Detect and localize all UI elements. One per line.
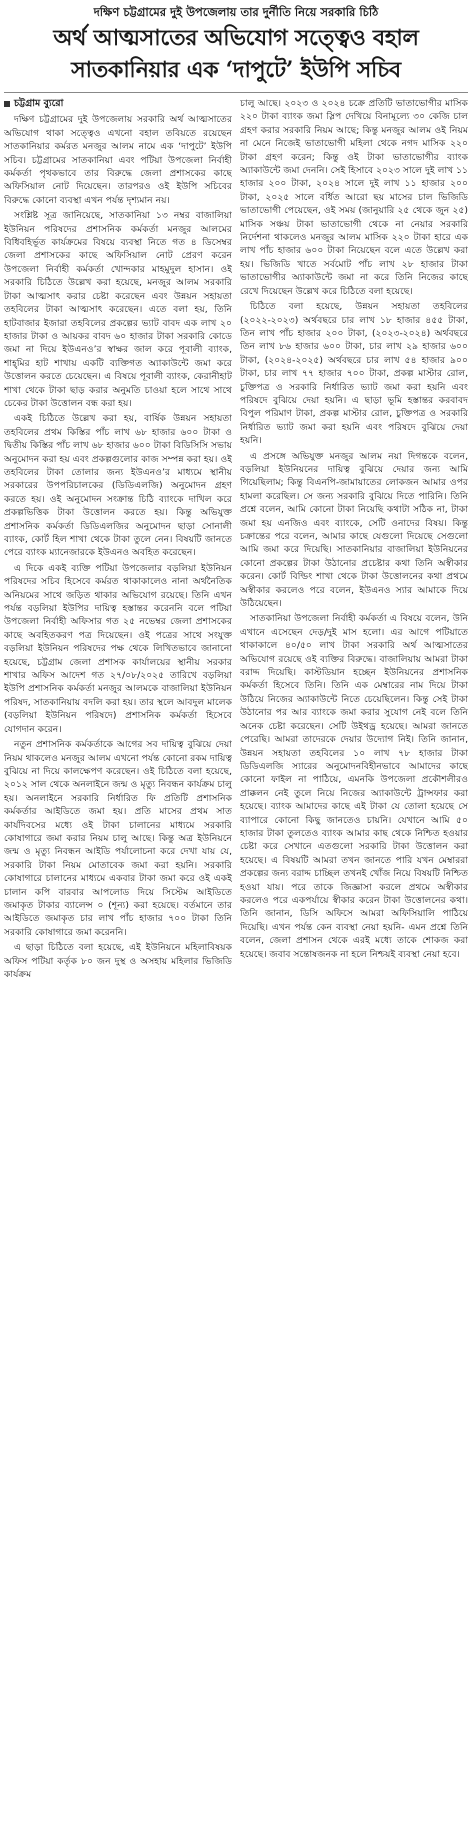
headline	[4, 22, 468, 86]
left-column	[4, 97, 232, 983]
byline	[4, 97, 232, 110]
divider	[4, 92, 468, 93]
right-column	[240, 97, 468, 983]
paragraph: চিঠিতে বলা হয়েছে, উন্নয়ন সহায়তা তহবিলের (২০২২-২০২৩) অর্থবছরে চার লাখ ১৮ হাজার ৪৫৫ টাকা, তিন লাখ পাঁচ হাজার ২০০ টাকা, (২০২৩-২০২৪) অর্থবছরে তিন লাখ ৮৬ হাজার ৬০০ টাকা, চার লাখ ২৯ হাজার ৬০০ টাকা, (২০২৪-২০২৫) অর্থবছরে চার লাখ ৫৪ হাজার ৯০০ টাকা, চার লাখ ৭৭ হাজার ৭০০ টাকা, প্রকল্প মাস্টার রোল, চুক্তিপত্র ও সরকারি নির্ধারিত ভ্যাট জমা করা হয়নি এবং পরিষদে বুঝিয়ে দেয়া হয়নি। এ ছাড়া ভূমি হস্তান্তর করবাবদ বিপুল পরিমাণ টাকা, প্রকল্প মাস্টার রোল, চুক্তিপত্র ও সরকারি নির্ধারিত ভ্যাট জমা করা হয়নি এবং পরিষদে বুঝিয়ে দেয়া হয়নি।	[240, 301, 468, 447]
paragraph: এ প্রসঙ্গে অভিযুক্ত মনজুর আলম নয়া দিগন্তকে বলেন, বড়লিয়া ইউনিয়নের দায়িত্ব বুঝিয়ে দেয়ার জন্য আমি গিয়েছিলাম; কিন্তু বিএনপি-জামায়াতের লোকজন আমার ওপর হামলা করেছিল। সে জন্য সরকারি বুঝিয়ে দিতে পারিনি। তিনি প্রশ্নে বলেন, আমি কোনো টাকা নিয়েছি কথাটা সঠিক না, টাকা জমা হয় এনজিও এবং ব্যাংকে, সেটি ওনাদের বিষয়। কিন্তু চক্রান্তের পরে বলেন, আমার কাছে যেগুলো দিয়েছে সেগুলো আমি জমা করে দিয়েছি। সাতকানিয়ার বাজালিয়া ইউনিয়নের কোনো প্রকল্পের টাকা উঠানোর প্রচেষ্টার কথা তিনি অস্বীকার করেন। কোর্ট বিল্ডিং শাখা থেকে টাকা উত্তোলনের কথা প্রথমে অস্বীকার করলেও পরে বলেন, ইউএনও স্যার আমাকে দিয়ে উঠিয়েছেন।	[240, 450, 468, 610]
article-body	[4, 97, 468, 983]
paragraph: চালু আছে। ২০২৩ ও ২০২৪ চক্রে প্রতিটি ভাতাভোগীর মাসিক ২২০ টাকা ব্যাংক জমা স্লিপ দেখিয়ে বিনামূল্যে ৩০ কেজি চাল গ্রহণ করার সরকারি নিয়ম আছে; কিন্তু মনজুর আলম ওই নিয়ম না মেনে নিজেই ভাতাভোগী মহিলা থেকে নগদ মাসিক ২২০ টাকা গ্রহণ করেন; কিন্তু ওই টাকা ভাতাভোগীর ব্যাংক অ্যাকাউন্টে জমা দেননি। সেই হিসাবে ২০২৩ সালে দুই লাখ ১১ হাজার ২০০ টাকা, ২০২৪ সালে দুই লাখ ১১ হাজার ২০০ টাকা, ২০২৫ সালে বর্ধিত আরো ছয় মাসের চাল ভিজিডি ভাতাভোগী পেয়েছেন, ওই সময় (জানুয়ারি ২৫ থেকে জুন ২৫) মাসিক সঞ্চয় টাকা ভাতাভোগী থেকে না নেয়ার সরকারি নির্দেশনা থাকলেও মনজুর আলম মাসিক ২২০ টাকা হারে এক লাখ পাঁচ হাজার ৬০০ টাকা নিয়েছেন বলে এতে উল্লেখ করা হয়। ভিজিডি খাতে সর্বমোট পাঁচ লাখ ২৮ হাজার টাকা ভাতাভোগীর অ্যাকাউন্টে জমা না করে তিনি নিজের কাছে রেখে দিয়েছেন উল্লেখ করে চিঠিতে বলা হয়েছে।	[240, 98, 468, 297]
paragraph: দক্ষিণ চট্টগ্রামের দুই উপজেলায় সরকারি অর্থ আত্মসাতের অভিযোগ থাকা সত্ত্বেও এখনো বহাল তবিয়তে রয়েছেন সাতকানিয়ার কর্মরত মনজুর আলম নামে এক ‘দাপুটে’ ইউপি সচিব। চট্টগ্রামের সাতকানিয়া এবং পটিয়া উপজেলা নির্বাহী কর্মকর্তা পৃথকভাবে তার বিরুদ্ধে জেলা প্রশাসকের কাছে অফিসিয়াল নোট দিয়েছেন। তারপরও ওই ইউপি সচিবের বিরুদ্ধে কোনো ব্যবস্থা এখন পর্যন্ত দৃশ্যমান নয়।	[4, 114, 232, 206]
kicker: দক্ষিণ চট্টগ্রামের দুই উপজেলায় তার দুর্নীতি নিয়ে সরকারি চিঠি	[93, 5, 379, 19]
bullet-icon	[4, 101, 10, 107]
paragraph: একই চিঠিতে উল্লেখ করা হয়, বার্ষিক উন্নয়ন সহায়তা তহবিলের প্রথম কিস্তির পাঁচ লাখ ৬৮ হাজার ৬০০ টাকা ও দ্বিতীয় কিস্তির পাঁচ লাখ ৬৮ হাজার ৬০০ টাকা বিডিসিসি সভায় অনুমোদন করা হয় এবং প্রকল্পগুলোর কাজ সম্পন্ন করা হয়। ওই তহবিলের টাকা তোলার জন্য ইউএনও’র মাধ্যমে স্থানীয় সরকারের উপপরিচালকের (ডিডিএলজি) অনুমোদন গ্রহণ করতে হয়। ওই অনুমোদন সংক্রান্ত চিঠি ব্যাংকে দাখিল করে প্রকল্পভিত্তিক টাকা উত্তোলন করতে হয়। কিন্তু অভিযুক্ত প্রশাসনিক কর্মকর্তা ডিডিএলজির অনুমোদন ছাড়া সোনালী ব্যাংক, কোর্ট হিল শাখা থেকে টাকা তুলে নেন। বিষয়টি জানতে পেরে ব্যাংক ম্যানেজারকে ইউএনও অবহিত করেছেন।	[4, 413, 232, 559]
paragraph: এ ছাড়া চিঠিতে বলা হয়েছে, এই ইউনিয়নে মহিলাবিষয়ক অফিস পটিয়া কর্তৃক ৮০ জন দুস্থ ও অসহায় মহিলার ভিজিডি কার্যক্রম	[4, 942, 232, 980]
headline-line-1: অর্থ আত্মসাতের অভিযোগ সত্ত্বেও বহাল	[53, 25, 419, 51]
paragraph: সংশ্লিষ্ট সূত্র জানিয়েছে, সাতকানিয়া ১৩ নম্বর বাজালিয়া ইউনিয়ন পরিষদের প্রশাসনিক কর্মকর্তা মনজুর আলমের বিধিবহির্ভূত কার্যক্রমের বিষয়ে ব্যবস্থা নিতে গত ৪ ডিসেম্বর জেলা প্রশাসকের কাছে অফিসিয়াল নোট প্রেরণ করেন উপজেলা নির্বাহী কর্মকর্তা খোন্দকার মাহমুদুল হাসান। ওই সরকারি চিঠিতে উল্লেখ করা হয়েছে, মনজুর আলম সরকারি টাকা আত্মসাৎ করার চেষ্টা করেছেন এবং উন্নয়ন সহায়তা তহবিলের টাকা আত্মসাৎ করেছেন। এতে বলা হয়, তিনি হাটবাজার ইজারা তহবিলের প্রকল্পের ভ্যাট বাবদ এক লাখ ২০ হাজার টাকা ও আয়কর বাবদ ৬০ হাজার টাকা সরকারি কোডে জমা না দিয়ে ইউএনও’র স্বাক্ষর জাল করে পূবালী ব্যাংক, শাহ্‌মির হাট শাখায় একটি ব্যক্তিগত অ্যাকাউন্টে জমা করে উত্তোলন করতে চেয়েছেন। এ বিষয়ে পূবালী ব্যাংক, কেরানীহাট শাখা থেকে টাকা ছাড় করার অনুমতি চাওয়া হলে সাথে সাথে চেকের টাকা উত্তোলন বন্ধ করা হয়।	[4, 210, 232, 409]
byline-text: চট্টগ্রাম ব্যুরো	[14, 98, 64, 109]
news-clipping	[4, 0, 468, 983]
paragraph: সাতকানিয়া উপজেলা নির্বাহী কর্মকর্তা এ বিষয়ে বলেন, উনি এখানে এসেছেন দেড়/দুই মাস হলো। এর আগে পটিয়াতে থাকাকালে ৪০/৫০ লাখ টাকা সরকারি অর্থ আত্মসাতের অভিযোগ রয়েছে ওই ব্যক্তির বিরুদ্ধে। বাজালিয়ায় আমরা টাকা বরাদ্দ দিয়েছি। কাস্টডিয়ান হচ্ছেন ইউনিয়নের প্রশাসনিক কর্মকর্তা হিসেবে তিনি। তিনি এক মেম্বারের নাম দিয়ে টাকা উঠিয়ে নিজের অ্যাকাউন্টে নিতে চেয়েছিলেন। কিন্তু সেই টাকা উঠানোর পর আর ব্যাংকে জমা করার সুযোগ নেই বলে তিনি অনেক চেষ্টা করেছেন। সেটি উইথড্র হয়েছে। আমরা জানতে পেরেছি। আমরা তাদেরকে দেয়ার উদ্যোগ নিই। তিনি জানান, উন্নয়ন সহায়তা তহবিলের ১০ লাখ ৭৮ হাজার টাকা ডিডিএলজি স্যারের অনুমোদনবিহীনভাবে আমাদের কাছে কোনো ফাইল না পাঠিয়ে, এমনকি উপজেলা প্রকৌশলীরও প্রাক্কলন নেই তুলে নিয়ে নিজের অ্যাকাউন্টে ট্রান্সফার করা হয়েছে। ব্যাংক আমাদের কাছে এই টাকা যে তোলা হয়েছে সে ব্যাপারে কোনো কিছু জানতেও চায়নি। যেখানে আমি ৫০ হাজার টাকা তুলতেও ব্যাংক আমার কাছ থেকে নিশ্চিত হওয়ার চেষ্টা করে সেখানে এতগুলো সরকারি টাকা উত্তোলন করা হয়েছে। এ বিষয়টি আমরা তখন জানতে পারি যখন মেম্বাররা প্রকল্পের জন্য বরাদ্দ চাচ্ছিল তখনই খোঁজ নিয়ে বিষয়টি নিশ্চিত হওয়া যায়। পরে তাকে জিজ্ঞাসা করলে প্রথমে অস্বীকার করলেও পরে একপর্যায়ে স্বীকার করেন টাকা উত্তোলনের কথা। তিনি জানান, ডিসি অফিসে আমরা অফিসিয়ালি পাঠিয়ে দিয়েছি। এখন পর্যন্ত কেন ব্যবস্থা নেয়া হয়নি- এমন প্রশ্নে তিনি বলেন, জেলা প্রশাসন থেকে এরই মধ্যে তাকে শোকজ করা হয়েছে। জবাব সন্তোষজনক না হলে নিশ্চয়ই ব্যবস্থা নেয়া হবে।	[240, 613, 468, 960]
paragraph: নতুন প্রশাসনিক কর্মকর্তাকে আগের সব দায়িত্ব বুঝিয়ে দেয়া নিয়ম থাকলেও মনজুর আলম এখনো পর্যন্ত কোনো রকম দায়িত্ব বুঝিয়ে না দিয়ে কালক্ষেপণ করেছেন। ওই চিঠিতে বলা হয়েছে, ২০১২ সাল থেকে অনলাইনে জন্ম ও মৃত্যু নিবন্ধন কার্যক্রম চালু হয়। অনলাইনে সরকারি নির্ধারিত ফি প্রতিটি প্রশাসনিক কর্মকর্তার আইডিতে জমা হয়। প্রতি মাসের প্রথম সাত কার্যদিবসের মধ্যে ওই টাকা চালানের মাধ্যমে সরকারি কোষাগারে জমা করার নিয়ম চালু আছে। কিন্তু অত্র ইউনিয়নে জন্ম ও মৃত্যু নিবন্ধন আইডি পর্যালোচনা করে দেখা যায় যে, সরকারি টাকা নিয়ম মোতাবেক জমা করা হয়নি। সরকারি কোষাগারে চালানের মাধ্যমে একবার টাকা জমা করে ওই একই চালান কপি বারবার আপলোড দিয়ে সিস্টেম আইডিতে জমাকৃত টাকার ব্যালেন্স ০ (শূন্য) করা হয়েছে। বর্তমানে তার আইডিতে জমাকৃত চার লাখ পাঁচ হাজার ৭০০ টাকা তিনি সরকারি কোষাগারে জমা করেননি।	[4, 739, 232, 938]
paragraph: এ দিকে একই ব্যক্তি পটিয়া উপজেলার বড়লিয়া ইউনিয়ন পরিষদের সচিব হিসেবে কর্মরত থাকাকালেও নানা অর্থনৈতিক অনিয়মের সাথে জড়িত থাকার অভিযোগ রয়েছে। তিনি এখন পর্যন্ত বড়লিয়া ইউপির দায়িত্ব হস্তান্তর করেননি বলে পটিয়া উপজেলা নির্বাহী অফিসার গত ২৫ নভেম্বর জেলা প্রশাসকের কাছে অবহিতকরণ পত্র দিয়েছেন। ওই পত্রের সাথে সংযুক্ত বড়লিয়া ইউনিয়ন পরিষদের পক্ষ থেকে লিখিতভাবে জানানো হয়েছে, চট্টগ্রাম জেলা প্রশাসক কার্যালয়ের স্থানীয় সরকার শাখার অফিস আদেশ গত ২৭/০৮/২০২৫ তারিখে বড়লিয়া ইউপি প্রশাসনিক কর্মকর্তা মনজুর আলমকে বাজালিয়া ইউনিয়ন পরিষদ, সাতকানিয়ায় বদলি করা হয়। তার স্থলে আবদুল মালেক (বড়লিয়া ইউনিয়ন পরিষদে) প্রশাসনিক কর্মকর্তা হিসেবে যোগদান করেন।	[4, 562, 232, 735]
headline-line-2: সাতকানিয়ার এক ‘দাপুটে’ ইউপি সচিব	[71, 57, 401, 83]
